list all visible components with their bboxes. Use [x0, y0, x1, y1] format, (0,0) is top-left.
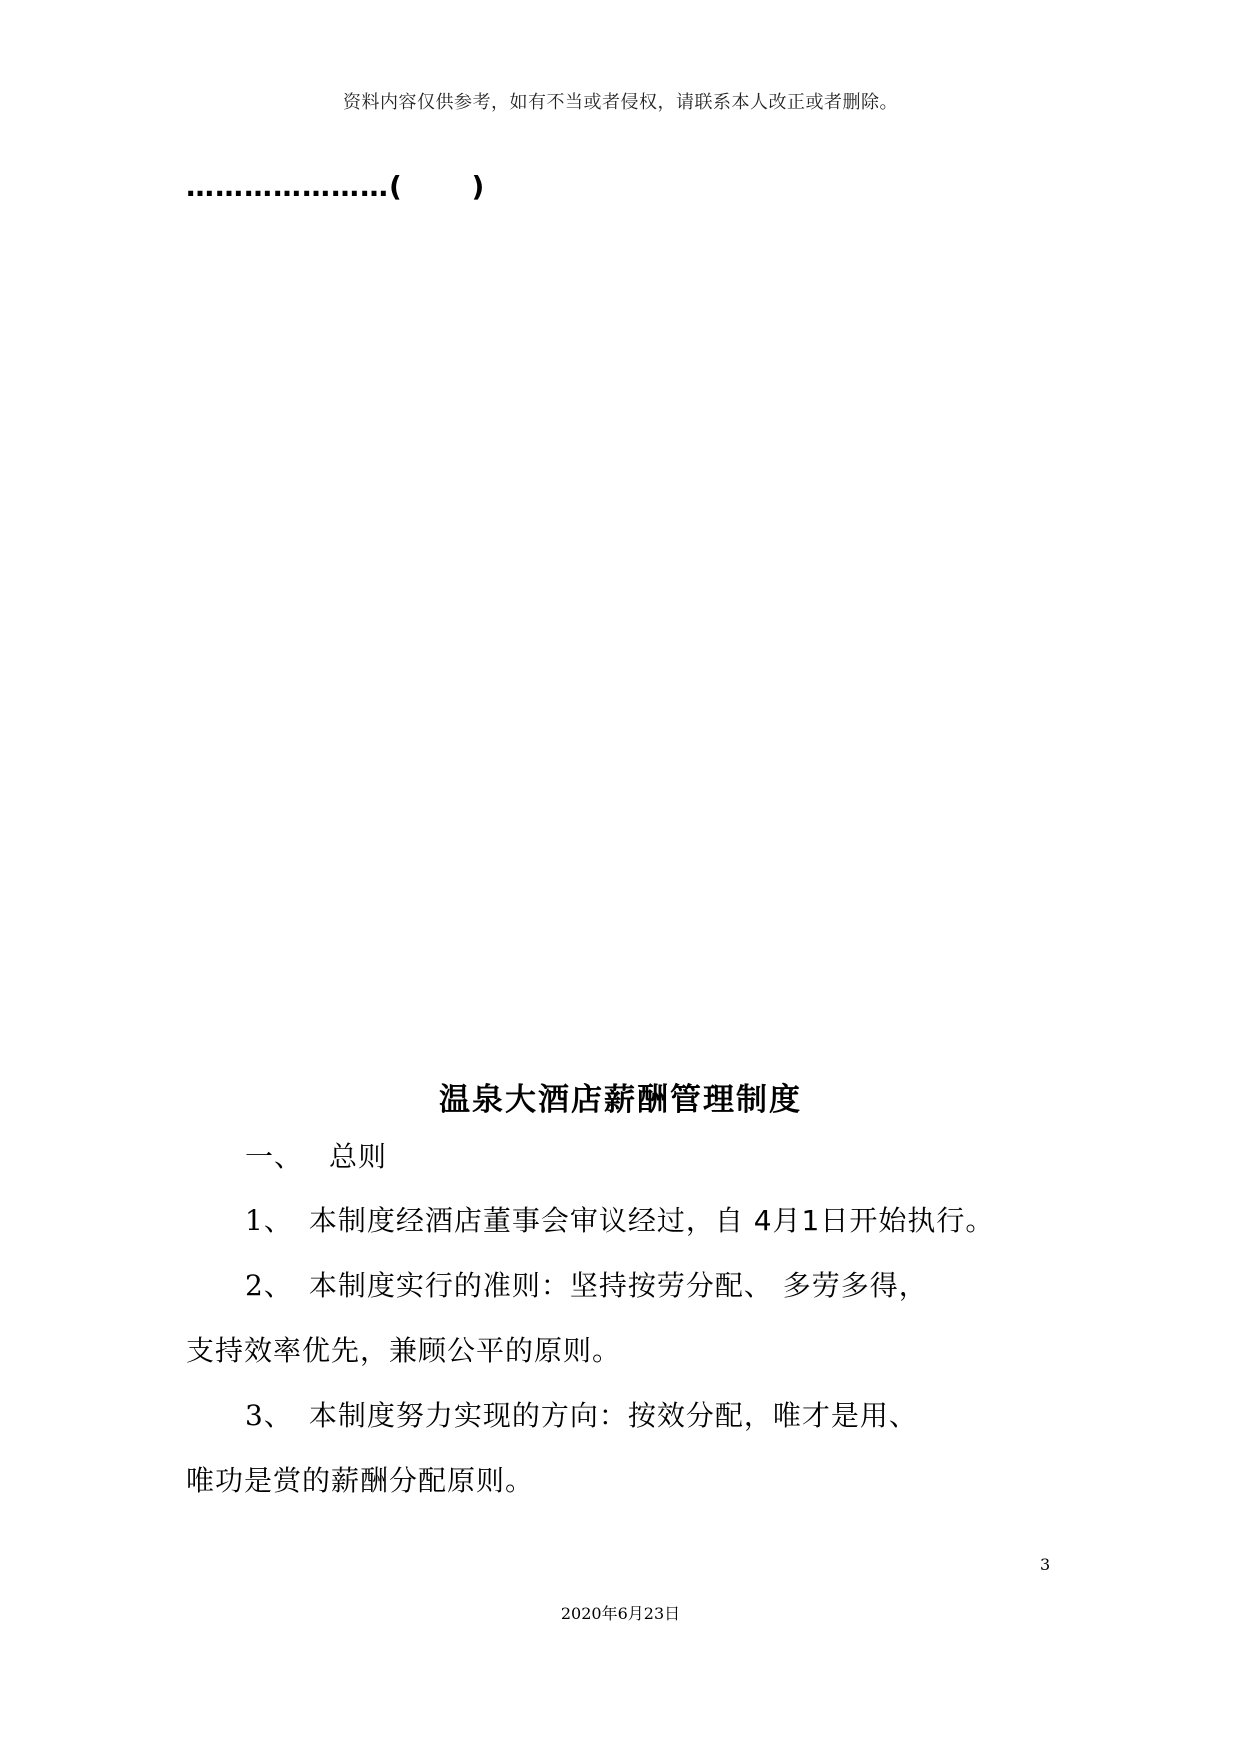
- item-2-line-1: [245, 1264, 928, 1304]
- section-marker: 一、: [245, 1140, 304, 1173]
- item-1-text: 本制度经酒店董事会审议经过，自 4月1日开始执行。: [308, 1204, 995, 1237]
- footer-date: 2020年6月23日: [560, 1604, 681, 1623]
- item-3-marker: 3、: [245, 1399, 293, 1432]
- page-number: 3: [1040, 1555, 1051, 1574]
- item-2-line-2: 支持效率优先，兼顾公平的原则。: [186, 1334, 622, 1367]
- item-3-text: 本制度努力实现的方向：按效分配，唯才是用、: [308, 1399, 918, 1432]
- item-1: [245, 1199, 994, 1239]
- section-heading: [245, 1135, 387, 1175]
- item-2-text: 本制度实行的准则：坚持按劳分配、 多劳多得，: [308, 1269, 928, 1302]
- item-1-marker: 1、: [245, 1204, 293, 1237]
- header-disclaimer: 资料内容仅供参考，如有不当或者侵权，请联系本人改正或者删除。: [343, 92, 898, 113]
- item-3-line-1: [245, 1394, 918, 1434]
- toc-leader-line: …………………( ): [186, 170, 486, 203]
- item-3-line-2: 唯功是赏的薪酬分配原则。: [186, 1464, 535, 1497]
- item-2-marker: 2、: [245, 1269, 293, 1302]
- section-title: 总则: [329, 1140, 388, 1173]
- document-title: 温泉大酒店薪酬管理制度: [439, 1082, 802, 1118]
